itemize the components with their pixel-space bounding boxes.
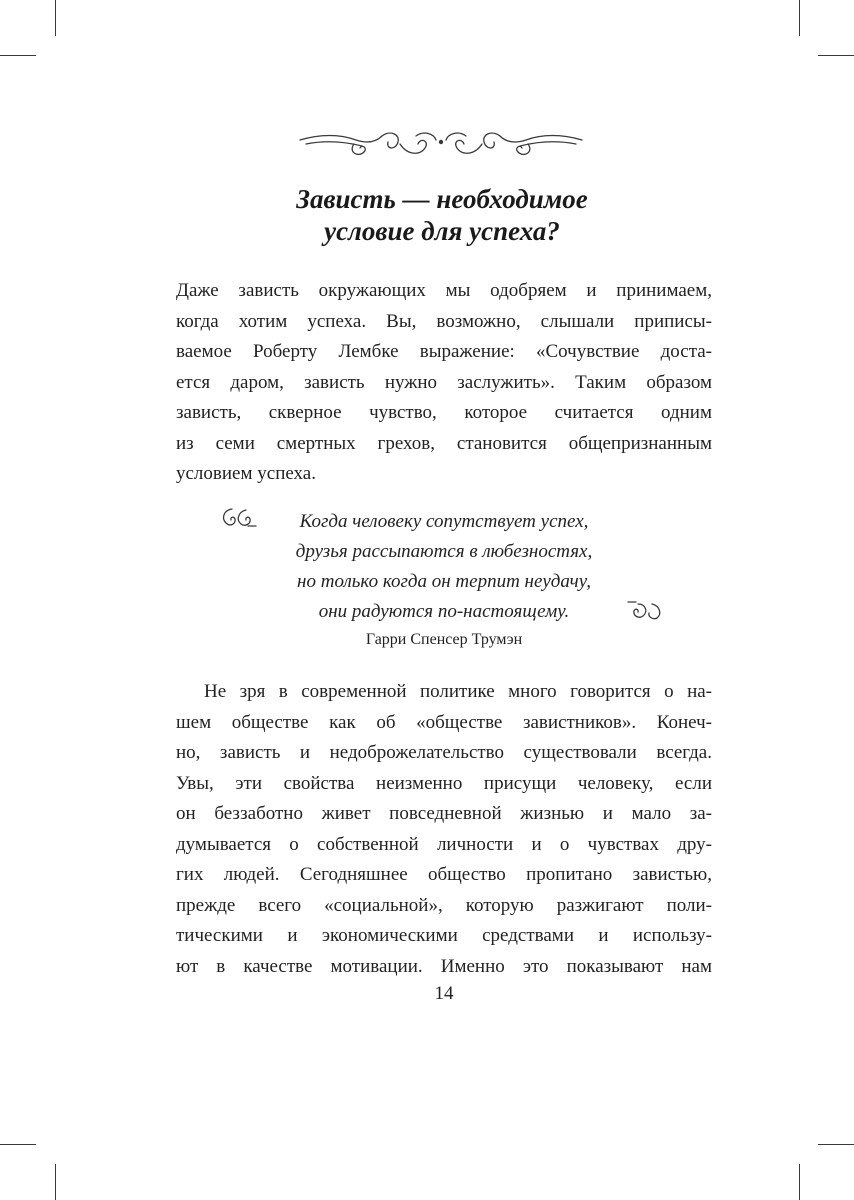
quote-line: друзья рассыпаются в любезностях, [295,541,593,562]
text-line: ют в качестве мотивации. Именно это показывают нам [176,955,712,977]
crop-mark [799,1164,800,1200]
page-number: 14 [434,983,454,1004]
epigraph-quote [176,507,712,627]
quote-author: Гарри Спенсер Трумэн [365,631,523,648]
text-line: ется даром, зависть нужно заслужить». Таким образом [176,371,712,393]
text-line: гих людей. Сегодняшнее общество пропитано завистью, [176,864,712,885]
text-line: думывается о собственной личности и о чувствах дру- [176,833,712,855]
quote-line: но только когда он терпит неудачу, [297,571,591,592]
text-line: Увы, эти свойства неизменно присущи человеку, если [176,772,712,794]
paragraph [176,677,712,982]
quote-line: Когда человеку сопутствует успех, [299,511,589,532]
text-line: он беззаботно живет повседневной жизнью и мало за- [176,803,712,824]
crop-mark [818,1144,854,1145]
crop-mark [55,0,56,36]
heading-line: Зависть — необходимое [296,184,588,214]
crop-mark [818,55,854,56]
text-line: условием успеха. [176,463,316,484]
crop-mark [0,1144,36,1145]
crop-mark [799,0,800,36]
paragraph [176,276,712,490]
text-line: тическими и экономическими средствами и использу- [176,925,712,946]
quote-line: они радуются по-настоящему. [318,601,570,622]
text-line: из семи смертных грехов, становится общепризнанным [176,432,712,454]
text-line: ваемое Роберту Лембке выражение: «Сочувствие доста- [176,341,712,362]
text-line: Не зря в современной политике много говорится о на- [204,681,712,702]
heading-line: условие для успеха? [324,216,560,246]
text-line: когда хотим успеха. Вы, возможно, слышали приписы- [176,310,712,332]
flourish-ornament-icon [296,124,586,164]
text-line: прежде всего «социальной», которую разжигают поли- [176,894,712,916]
text-line: но, зависть и недоброжелательство существовали всегда. [176,742,712,763]
text-line: шем обществе как об «обществе завистников». Конеч- [176,711,712,733]
text-line: зависть, скверное чувство, которое считается одним [176,402,712,423]
crop-mark [0,55,36,56]
text-line: Даже зависть окружающих мы одобряем и принимаем, [176,280,712,301]
chapter-heading [170,183,714,247]
crop-mark [55,1164,56,1200]
